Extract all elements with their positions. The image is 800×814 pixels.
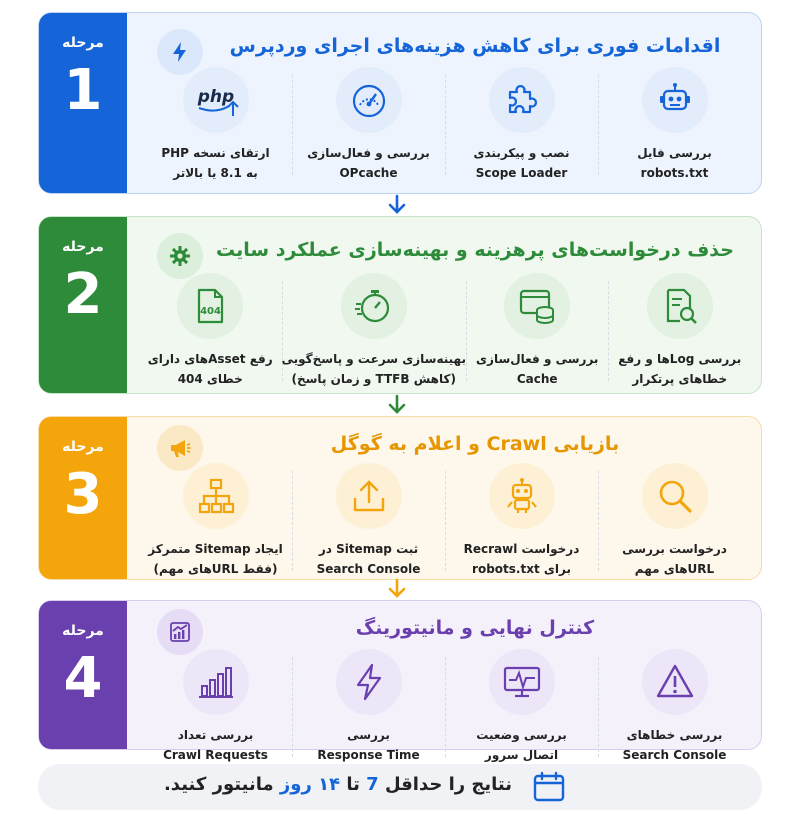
item-line-1: بررسی [347,728,390,742]
step-item [445,463,598,579]
step-item [445,67,598,183]
item-line-2: خطای 404 [177,372,243,386]
footer-text-after: مانیتور کنید. [163,774,280,795]
step-item [466,273,609,389]
search-icon [642,463,708,529]
footer-num-min: 7 [366,774,379,795]
step-item [139,649,292,765]
item-line-1: درخواست بررسی [622,542,727,556]
puzzle-icon [489,67,555,133]
item-line-2: Cache [516,372,558,386]
item-line-1: بررسی و فعال‌سازی [307,146,430,160]
step-item [139,463,292,579]
step-item [598,67,751,183]
footer-text-mid: تا [340,774,367,795]
monitor-pulse-icon [489,649,555,715]
footer-text [164,774,512,795]
item-line-2: برای robots.txt [472,562,571,576]
step-item [282,273,466,389]
lightning-icon [336,649,402,715]
stage-1-card [38,12,762,194]
item-line-2: خطاهای پرتکرار [632,372,728,386]
stage-number: 2 [63,262,103,327]
item-line-1: ثبت Sitemap در [318,542,419,556]
step-item [598,463,751,579]
item-line-1: ایجاد Sitemap متمرکز [148,542,283,556]
item-line-1: رفع Assetهای دارای [147,352,273,366]
stage-number: 3 [63,462,103,527]
item-line-1: بررسی خطاهای [626,728,723,742]
item-line-2: (فقط URLهای مهم) [153,562,278,576]
step-item [139,273,282,389]
bar-chart-icon [183,649,249,715]
footer-unit: روز [279,774,319,795]
upload-icon [336,463,402,529]
arrow-down-icon [386,194,408,216]
item-line-1: نصب و پیکربندی [473,146,570,160]
item-line-2: Search Console [316,562,421,576]
arrow-down-icon [386,578,408,600]
arrow-down-icon [386,394,408,416]
stage-word: مرحله [62,239,104,255]
stage-2-badge [39,217,127,393]
item-line-1: ارتقای نسخه PHP [161,146,270,160]
item-line-2: اتصال سرور [484,748,559,762]
item-line-2: Search Console [622,748,727,762]
item-line-2: Response Time [317,748,420,762]
robot-icon [642,67,708,133]
sitemap-icon [183,463,249,529]
robot-icon [489,463,555,529]
stage-4-card [38,600,762,762]
stage-3-card [38,416,762,580]
speedometer-icon [336,67,402,133]
footer-note [38,764,762,810]
footer-num-max: ۱۴ [318,774,341,795]
step-item [139,67,292,183]
step-item [292,649,445,765]
item-line-1: بررسی و فعال‌سازی [476,352,599,366]
stage-title: کنترل نهایی و مانیتورینگ [355,617,595,639]
item-line-2: (کاهش TTFB و زمان پاسخ) [291,372,456,386]
stage-1-badge [39,13,127,193]
item-line-2: به 8.1 یا بالاتر [173,166,258,180]
warning-icon [642,649,708,715]
error-404-icon [177,273,243,339]
item-line-2: Scope Loader [475,166,568,180]
stage-title: حذف درخواست‌های پرهزینه و بهینه‌سازی عملکرد سایت [216,239,734,261]
stage-number: 1 [63,58,103,123]
item-line-1: درخواست Recrawl [463,542,580,556]
item-line-2: OPcache [339,166,398,180]
stage-word: مرحله [62,35,104,51]
step-item [445,649,598,765]
stage-word: مرحله [62,439,104,455]
item-line-2: Crawl Requests [163,748,268,762]
cache-icon [504,273,570,339]
stage-word: مرحله [62,623,104,639]
item-line-1: بهینه‌سازی سرعت و پاسخ‌گویی [281,352,466,366]
stage-3-badge [39,417,127,579]
item-line-1: بررسی وضعیت [476,728,567,742]
step-item [608,273,751,389]
item-line-1: بررسی Logها و رفع [618,352,742,366]
svg-text:php: php [197,87,234,107]
item-line-2: robots.txt [640,166,709,180]
step-item [292,67,445,183]
item-line-1: بررسی تعداد [177,728,254,742]
item-line-2: URLهای مهم [634,562,715,576]
footer-text-before: نتایج را حداقل [378,774,512,795]
stage-number: 4 [63,646,103,711]
log-search-icon [647,273,713,339]
stage-2-card [38,216,762,394]
stage-title: بازیابی Crawl و اعلام به گوگل [330,433,620,455]
php-upgrade-icon [183,67,249,133]
stopwatch-icon [341,273,407,339]
item-line-1: بررسی فایل [637,146,712,160]
step-item [292,463,445,579]
calendar-icon [532,771,566,803]
step-item [598,649,751,765]
svg-text:404: 404 [200,306,222,317]
stage-4-badge [39,601,127,749]
stage-title: اقدامات فوری برای کاهش هزینه‌های اجرای وردپرس [229,35,721,57]
